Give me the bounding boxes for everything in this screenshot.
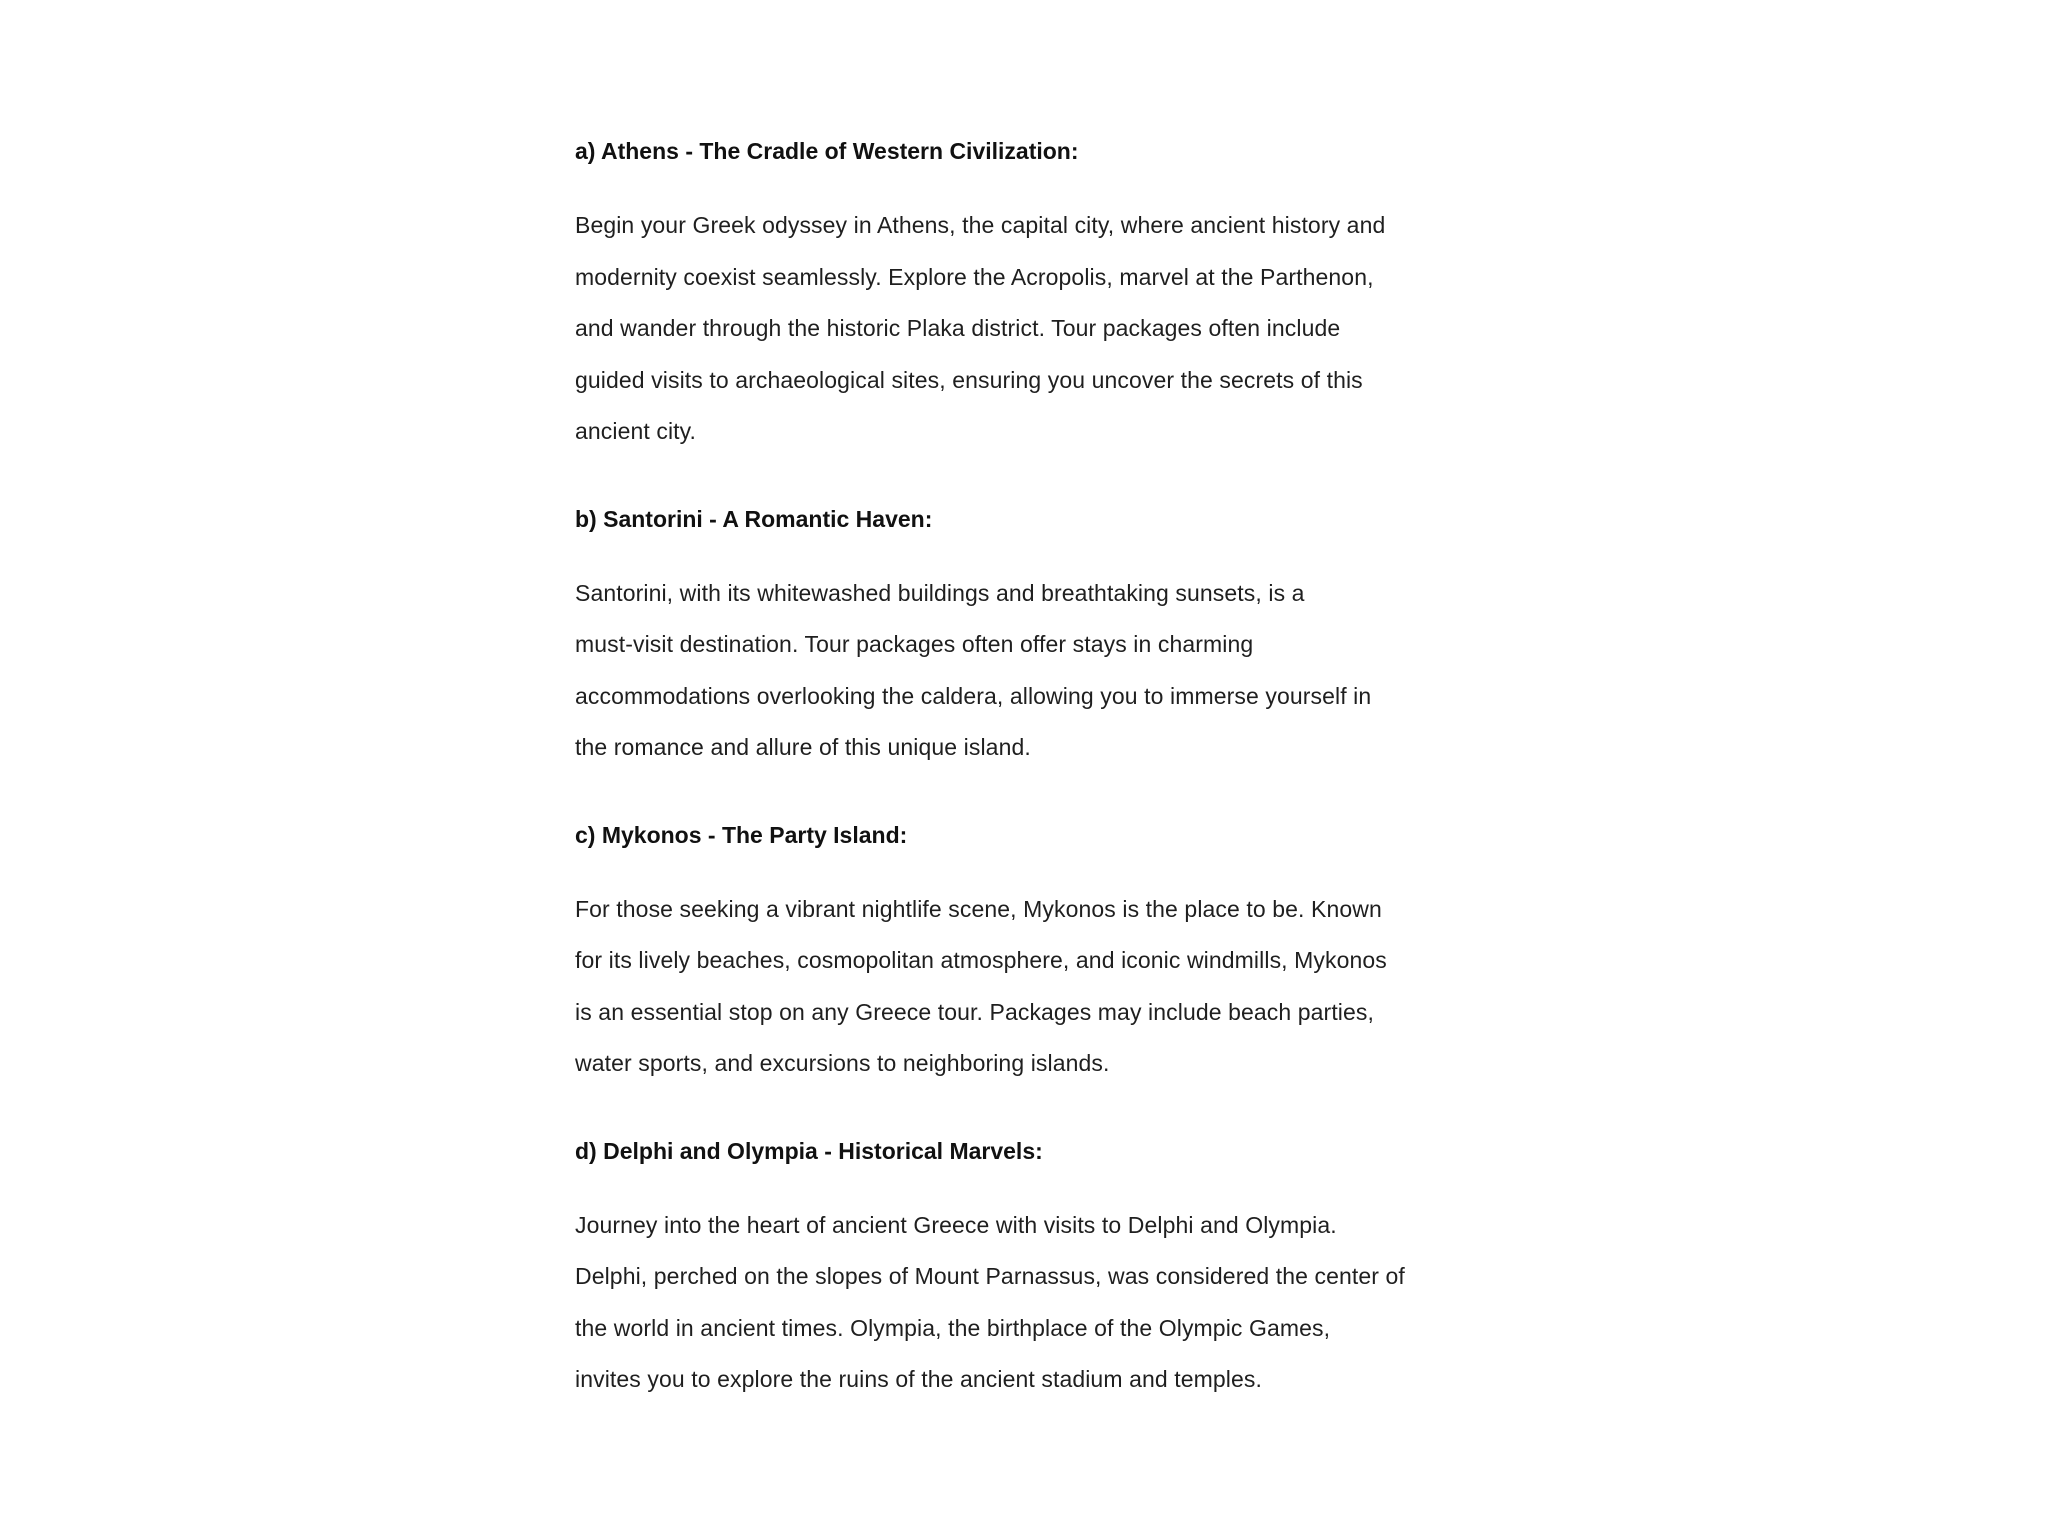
paragraph-line: and wander through the historic Plaka district. Tour packages often include xyxy=(575,315,1341,341)
section-paragraph xyxy=(575,884,1505,1090)
paragraph-line: water sports, and excursions to neighboring islands. xyxy=(575,1050,1110,1076)
paragraph-line: the world in ancient times. Olympia, the birthplace of the Olympic Games, xyxy=(575,1314,1331,1341)
paragraph-line: Delphi, perched on the slopes of Mount Parnassus, was considered the center of xyxy=(575,1263,1405,1289)
section-delphi-olympia xyxy=(575,1136,1505,1406)
section-mykonos xyxy=(575,820,1505,1090)
section-santorini xyxy=(575,504,1505,774)
section-heading: d) Delphi and Olympia - Historical Marvels: xyxy=(575,1137,1043,1164)
section-heading: a) Athens - The Cradle of Western Civilization: xyxy=(575,138,1079,164)
section-heading: c) Mykonos - The Party Island: xyxy=(575,821,908,848)
paragraph-line: invites you to explore the ruins of the ancient stadium and temples. xyxy=(575,1366,1262,1392)
paragraph-line: Begin your Greek odyssey in Athens, the capital city, where ancient history and xyxy=(575,212,1386,238)
paragraph-line: For those seeking a vibrant nightlife scene, Mykonos is the place to be. Known xyxy=(575,895,1382,922)
paragraph-line: the romance and allure of this unique island. xyxy=(575,734,1031,760)
section-heading: b) Santorini - A Romantic Haven: xyxy=(575,505,933,532)
document-content xyxy=(575,136,1505,1452)
section-paragraph xyxy=(575,1200,1505,1406)
paragraph-line: ancient city. xyxy=(575,418,697,444)
paragraph-line: modernity coexist seamlessly. Explore the Acropolis, marvel at the Parthenon, xyxy=(575,263,1374,290)
paragraph-line: Santorini, with its whitewashed buildings and breathtaking sunsets, is a xyxy=(575,579,1305,606)
paragraph-line: must-visit destination. Tour packages often offer stays in charming xyxy=(575,631,1254,657)
section-paragraph xyxy=(575,200,1505,458)
paragraph-line: guided visits to archaeological sites, ensuring you uncover the secrets of this xyxy=(575,366,1363,393)
paragraph-line: is an essential stop on any Greece tour. Packages may include beach parties, xyxy=(575,998,1374,1025)
section-athens xyxy=(575,136,1505,458)
section-paragraph xyxy=(575,568,1505,774)
paragraph-line: accommodations overlooking the caldera, allowing you to immerse yourself in xyxy=(575,682,1372,709)
paragraph-line: for its lively beaches, cosmopolitan atmosphere, and iconic windmills, Mykonos xyxy=(575,947,1387,973)
paragraph-line: Journey into the heart of ancient Greece with visits to Delphi and Olympia. xyxy=(575,1211,1337,1238)
